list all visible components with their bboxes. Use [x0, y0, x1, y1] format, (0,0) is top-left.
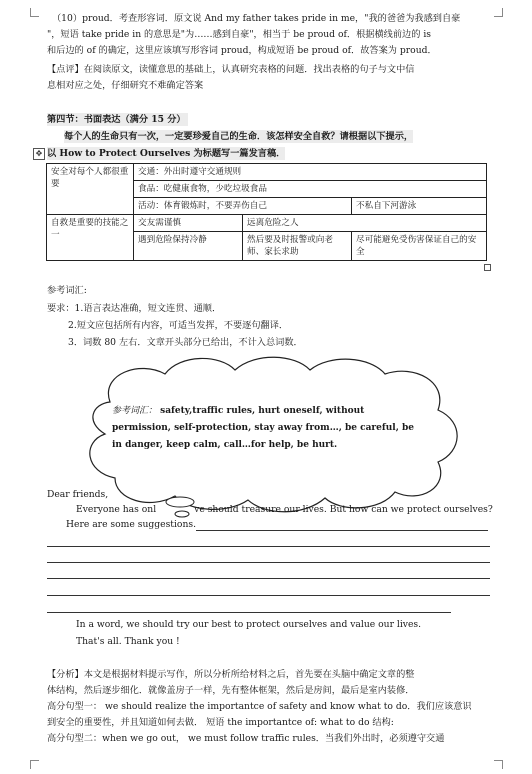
answer-line-3: 和后边的 of 的确定，这里应该填写形容词 proud，构成短语 be proud of．故答案为 proud．	[47, 45, 437, 56]
requirement-3: 3．词数 80 左右．文章开头部分已给出，不计入总词数．	[68, 337, 303, 348]
cell-friends: 交友需谨慎	[134, 215, 243, 232]
task-prompt-line-1: 每个人的生命只有一次，一定要珍爱自己的生命．该怎样安全自救？请根据以下提示，	[64, 131, 414, 142]
task-prompt-line-2: 以 How to Protect Ourselves 为标题写一篇发言稿．	[47, 148, 286, 159]
table-head-safety-text: 安全对每个人都很重要	[51, 167, 129, 190]
writing-line[interactable]	[47, 562, 490, 563]
cloud-vocab-line-3: in danger, keep calm, call…for help, be hurt.	[112, 440, 338, 450]
letter-opening-line-2: Here are some suggestions.	[66, 519, 197, 530]
cloud-label: 参考词汇：	[112, 406, 158, 416]
cell-avoid: 远离危险之人	[243, 215, 487, 232]
requirement-1: 要求：1.语言表达准确，短文连贯、通顺．	[47, 303, 222, 314]
answer-line-2: "，短语 take pride in 的意思是"为……感到自豪"，相当于 be proud of．根据横线前边的 is	[47, 29, 431, 40]
writing-line[interactable]	[47, 546, 490, 547]
hints-table	[46, 163, 487, 261]
table-move-handle[interactable]: ✥	[33, 148, 45, 160]
letter-opening-line-1	[76, 503, 493, 516]
corner-mark-top-left	[30, 8, 39, 17]
analysis-line-2: 体结构，然后逐步细化．就像盖房子一样，先有整体框架，然后是房间，最后是室内装修．	[47, 685, 415, 696]
writing-line[interactable]	[47, 595, 490, 596]
letter-line-part-b: ve should treasure our lives. But how can we protect ourselves?	[194, 504, 493, 515]
cloud-vocab-line-2: permission, self-protection, stay away from…, be careful, be	[112, 423, 415, 433]
cell-protect: 尽可能避免受伤害保证自己的安全	[352, 232, 487, 261]
analysis-line-4: 到安全的重要性，并且知道如何去做． 短语 the importantce of: what to do 结构:	[47, 717, 394, 728]
answer-line-1: （10）proud．考查形容词．原文说 And my father takes pride in me，"我的爸爸为我感到自豪	[52, 13, 461, 24]
corner-mark-bottom-left	[30, 760, 39, 769]
analysis-line-1: 【分析】本文是根据材料提示写作，所以分析所给材料之后，首先要在头脑中确定文章的整	[47, 669, 415, 680]
requirement-2: 2.短文应包括所有内容，可适当发挥，不要逐句翻译．	[68, 320, 289, 331]
cell-swim: 不私自下河游泳	[352, 198, 487, 215]
writing-line[interactable]	[47, 578, 490, 579]
table-head-safety	[47, 164, 134, 215]
vocab-title: 参考词汇:	[47, 285, 87, 296]
analysis-line-5: 高分句型二：when we go out， we must follow traffic rules．当我们外出时，必须遵守交通	[47, 733, 445, 744]
analysis-line-3: 高分句型一： we should realize the importantce of safety and know what to do．我们应该意识	[47, 701, 472, 712]
table-resize-handle[interactable]	[484, 264, 491, 271]
cell-activity: 活动：体育锻炼时，不要弄伤自己	[134, 198, 352, 215]
cell-food: 食品：吃健康食物，少吃垃圾食品	[134, 181, 487, 198]
cloud-vocab-line-1	[112, 405, 364, 418]
letter-line-part-a: Everyone has onl	[76, 504, 157, 515]
corner-mark-bottom-right	[494, 760, 503, 769]
cell-traffic: 交通：外出时遵守交通规则	[134, 164, 487, 181]
letter-greeting: Dear friends,	[47, 489, 109, 500]
cell-calm: 遇到危险保持冷静	[134, 232, 243, 261]
comment-line-1: 【点评】在阅读原文，读懂意思的基础上，认真研究表格的问题．找出表格的句子与文中信	[47, 64, 415, 75]
table-head-rescue	[47, 215, 134, 261]
table-head-rescue-text: 自救是重要的技能之一	[51, 218, 129, 241]
cloud-text-1: safety,traffic rules, hurt oneself, without	[160, 406, 365, 416]
comment-line-2: 息相对应之处，仔细研究不难确定答案	[47, 80, 204, 91]
letter-closing-2: That's all. Thank you !	[76, 636, 180, 647]
writing-line[interactable]	[196, 530, 488, 531]
writing-line[interactable]	[47, 612, 451, 613]
cell-report: 然后要及时报警或向老师、家长求助	[243, 232, 352, 261]
section-title: 第四节：书面表达（满分 15 分）	[47, 114, 186, 125]
letter-closing-1: In a word, we should try our best to protect ourselves and value our lives.	[76, 619, 422, 630]
